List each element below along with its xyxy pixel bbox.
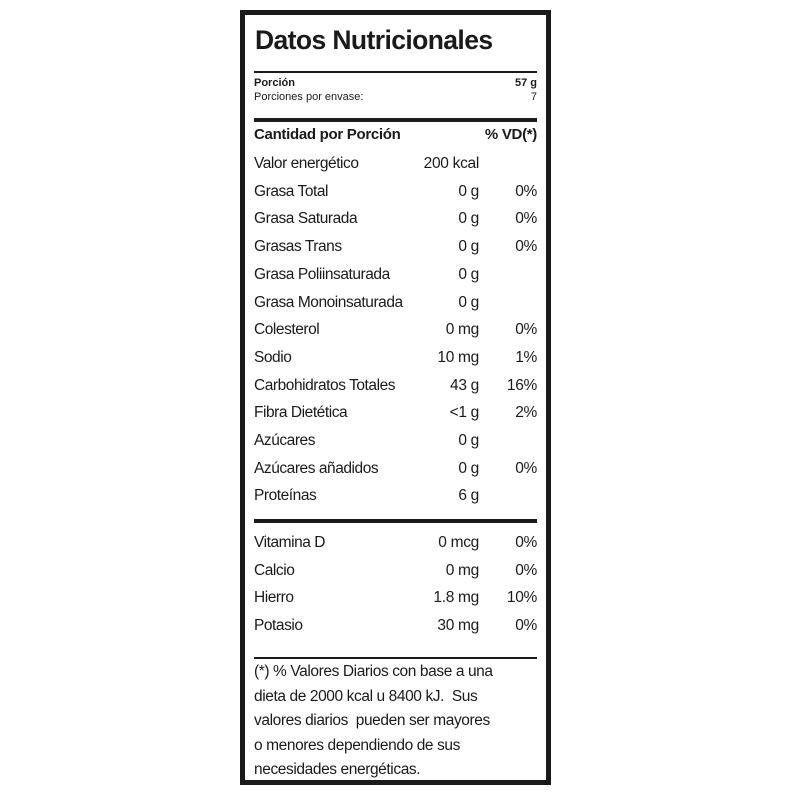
footnote-line: necesidades energéticas. (254, 761, 421, 778)
nutrient-row (254, 558, 537, 584)
nutrient-row (254, 262, 537, 288)
nutrient-row (254, 530, 537, 556)
nutrient-name: Valor energético (254, 155, 359, 172)
nutrient-row (254, 483, 537, 509)
nutrient-daily-value: 0% (515, 321, 537, 339)
nutrient-daily-value: 10% (506, 589, 537, 607)
nutrient-row (254, 400, 537, 426)
nutrient-name: Sodio (254, 348, 292, 366)
nutrient-row (254, 179, 537, 205)
portion-row (254, 77, 537, 90)
nutrient-name: Hierro (254, 589, 294, 607)
nutrition-facts-label (240, 10, 551, 785)
nutrient-daily-value: 0% (515, 561, 537, 579)
nutrient-amount: 0 g (458, 182, 479, 200)
nutrient-row (254, 373, 537, 399)
amount-header (254, 124, 537, 146)
nutrient-daily-value: 1% (515, 348, 537, 366)
label-title: Datos Nutricionales (255, 25, 493, 55)
nutrient-name: Azúcares (254, 432, 316, 449)
nutrient-name: Potasio (254, 617, 303, 635)
amount-per-serving-label: Cantidad por Porción (254, 126, 401, 143)
nutrient-amount: <1 g (449, 404, 479, 422)
nutrient-row (254, 151, 537, 177)
nutrient-row (254, 345, 537, 371)
divider-thick (254, 118, 537, 122)
nutrient-name: Proteínas (254, 487, 317, 505)
nutrient-daily-value: 2% (515, 404, 537, 422)
nutrient-daily-value: 0% (515, 534, 537, 551)
nutrient-name: Vitamina D (254, 534, 326, 551)
nutrient-name: Calcio (254, 561, 295, 579)
nutrient-name: Azúcares añadidos (254, 459, 379, 477)
nutrient-amount: 0 g (458, 432, 479, 449)
footnote-line: valores diarios pueden ser mayores (254, 712, 490, 729)
nutrient-daily-value: 0% (515, 459, 537, 477)
nutrient-daily-value: 0% (515, 210, 537, 228)
nutrient-amount: 0 mg (445, 321, 479, 339)
footnote-line: dieta de 2000 kcal u 8400 kJ. Sus (254, 687, 478, 705)
nutrient-name: Grasa Total (254, 182, 329, 200)
nutrient-row (254, 206, 537, 232)
nutrient-amount: 0 g (458, 459, 479, 477)
nutrient-row (254, 290, 537, 316)
footnote-line: o menores dependiendo de sus (254, 736, 460, 754)
nutrient-row (254, 317, 537, 343)
nutrient-daily-value: 0% (515, 617, 537, 635)
divider (254, 71, 537, 73)
nutrient-amount: 0 mg (445, 561, 479, 579)
portion-label: Porción (254, 77, 295, 89)
nutrient-amount: 0 g (458, 293, 479, 311)
nutrient-row (254, 585, 537, 611)
nutrient-row (254, 613, 537, 639)
daily-value-footnote (254, 660, 537, 783)
servings-row (254, 91, 537, 104)
nutrient-name: Fibra Dietética (254, 404, 348, 422)
nutrient-row (254, 456, 537, 482)
nutrient-name: Grasa Monoinsaturada (254, 293, 403, 311)
nutrient-name: Carbohidratos Totales (254, 376, 396, 394)
nutrient-daily-value: 16% (506, 376, 537, 394)
divider-thick (254, 519, 537, 523)
nutrient-amount: 10 mg (437, 348, 479, 366)
nutrient-daily-value: 0% (515, 238, 537, 256)
nutrient-amount: 43 g (450, 376, 479, 394)
nutrient-amount: 6 g (458, 487, 479, 505)
nutrient-amount: 0 g (458, 265, 479, 283)
daily-value-header: % VD(*) (484, 126, 537, 143)
nutrient-name: Grasa Poliinsaturada (254, 265, 390, 283)
nutrient-amount: 0 mcg (438, 534, 479, 551)
nutrient-name: Grasas Trans (254, 238, 342, 256)
nutrient-row (254, 428, 537, 454)
nutrient-name: Grasa Saturada (254, 210, 358, 228)
nutrient-row (254, 234, 537, 260)
nutrient-amount: 200 kcal (423, 155, 479, 172)
portion-value: 57 g (514, 77, 537, 89)
footnote-line: (*) % Valores Diarios con base a una (254, 663, 493, 680)
servings-value: 7 (530, 91, 537, 103)
servings-label: Porciones por envase: (254, 91, 364, 103)
nutrient-daily-value: 0% (515, 182, 537, 200)
nutrient-amount: 0 g (458, 238, 479, 256)
nutrient-amount: 30 mg (437, 617, 479, 635)
divider (254, 657, 537, 659)
nutrient-name: Colesterol (254, 321, 320, 339)
nutrient-amount: 0 g (458, 210, 479, 228)
nutrient-amount: 1.8 mg (433, 589, 479, 607)
